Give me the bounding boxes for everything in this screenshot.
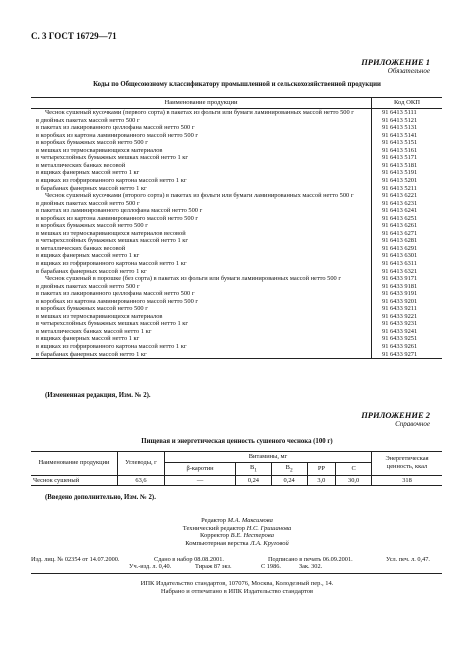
product-name-cell: в коробках из картона ламинированного массой нетто 500 г <box>31 132 372 140</box>
okp-code-cell: 91 6413 5141 <box>382 131 418 139</box>
product-name-cell: в барабанах фанерных массой нетто 1 кг <box>31 351 372 359</box>
header-beta-carotene: β-каротин <box>165 462 236 475</box>
product-name-cell: в ящиках из гофрированного картона массой нетто 1 кг <box>31 177 372 185</box>
table-row <box>31 222 442 230</box>
table-row <box>31 207 442 215</box>
okp-code-cell: 91 6433 9261 <box>382 342 418 350</box>
print-run: Тираж 87 экз. <box>195 563 232 571</box>
edition-sheets: Уч.-изд. л. 0,40. <box>129 563 172 571</box>
table-row <box>31 147 442 155</box>
cell-beta: — <box>165 475 236 486</box>
cell-pp: 3,0 <box>307 475 336 486</box>
okp-code-cell: 91 6413 6311 <box>382 259 417 267</box>
product-name-cell: в коробках из картона ламинированного массой нетто 500 г <box>31 215 372 223</box>
okp-code-cell: 91 6413 5121 <box>382 116 418 124</box>
nutrition-table <box>31 451 442 486</box>
divider <box>31 573 442 574</box>
okp-code-cell: 91 6433 9171 <box>382 275 418 283</box>
okp-code-cell: 91 6413 5201 <box>382 176 418 184</box>
product-name-cell: в ящиках фанерных массой нетто 1 кг <box>31 169 372 177</box>
okp-code-cell: 91 6433 9231 <box>382 320 418 328</box>
print-sheets: Усл. печ. л. 0,47. <box>386 556 430 563</box>
okp-code-cell: 91 6413 5171 <box>382 154 418 162</box>
okp-code-cell: 91 6413 6271 <box>382 229 418 237</box>
product-name-cell: в ящиках из гофрированного картона массой нетто 1 кг <box>31 260 372 268</box>
header-carbs: Углеводы, г <box>118 452 165 476</box>
product-name-cell: в мешках из термосваривающихся материалов весовой <box>31 230 372 238</box>
staff-line <box>0 525 474 533</box>
column-header-code: Код ОКП <box>372 98 443 109</box>
staff-name: В.Е. Нестерова <box>230 532 274 540</box>
publisher-printing: Набрано и отпечатано в ИПК Издательство стандартов <box>160 587 314 595</box>
product-name-cell: в металлических банках весовой <box>31 245 372 253</box>
table-row <box>31 283 442 291</box>
staff-line <box>0 532 474 540</box>
table-row <box>31 351 442 359</box>
appendix-2-title: ПРИЛОЖЕНИЕ 2 <box>361 410 430 420</box>
product-name-cell: в четырехслойных бумажных мешках массой нетто 1 кг <box>31 237 372 245</box>
edition-note-1: (Измененная редакция, Изм. № 2). <box>45 392 151 399</box>
license: Изд. лиц. № 02354 от 14.07.2000. <box>31 556 120 563</box>
cell-energy: 318 <box>372 475 443 486</box>
okp-code-cell: 91 6413 5191 <box>382 169 418 177</box>
okp-code-cell: 91 6433 9201 <box>382 297 418 305</box>
appendix-1-status: Обязательное <box>387 67 430 76</box>
staff-line <box>0 540 474 548</box>
okp-code-cell: 91 6433 9211 <box>382 305 417 313</box>
product-name-cell: Чеснок сушеный кусочками (первого сорта) в пакетах из фольги или бумаги ламинированных массой нетто 500 г <box>31 109 372 117</box>
table-1-title: Коды по Общесоюзному классификатору промышленной и сельскохозяйственной продукции <box>93 81 381 88</box>
appendix-2-label <box>361 410 430 429</box>
product-name-cell: в металлических банках весовой <box>31 162 372 170</box>
product-name-cell: в коробках бумажных массой нетто 500 г <box>31 139 372 147</box>
appendix-1-title: ПРИЛОЖЕНИЕ 1 <box>361 57 430 67</box>
okp-code-cell: 91 6413 6301 <box>382 252 418 260</box>
table-2-title: Пищевая и энергетическая ценность сушеного чеснока (100 г) <box>141 438 333 445</box>
product-name-cell: в ящиках фанерных массой нетто 1 кг <box>31 335 372 343</box>
okp-code-cell: 91 6433 9241 <box>382 327 418 335</box>
okp-code-cell: 91 6433 9221 <box>382 312 418 320</box>
table-row <box>31 139 442 147</box>
b2-letter: B <box>285 463 290 471</box>
okp-code-cell: 91 6433 9181 <box>382 282 418 290</box>
okp-code-cell: 91 6413 6221 <box>382 192 418 200</box>
staff-name: М.А. Максимова <box>227 517 273 524</box>
okp-code-cell: 91 6413 5211 <box>382 184 417 192</box>
okp-code-cell: 91 6413 6241 <box>382 207 418 215</box>
appendix-1-label <box>361 57 430 76</box>
table-row <box>31 320 442 328</box>
table-row <box>31 169 442 177</box>
product-name-cell: в мешках из термосваривающихся материалов <box>31 147 372 155</box>
table-row <box>31 328 442 336</box>
publisher-address: ИПК Издательство стандартов, 107076, Москва, Колодезный пер., 14. <box>140 580 334 587</box>
product-name-cell: в пакетах из лакированного целлофана массой нетто 500 г <box>31 124 372 132</box>
okp-code-cell: 91 6433 9191 <box>382 290 418 298</box>
table-row <box>31 475 442 486</box>
table-row <box>31 275 442 283</box>
okp-codes-table <box>31 97 442 359</box>
staff-credits <box>0 517 474 547</box>
header-product-name: Наименование продукции <box>31 452 118 476</box>
okp-code-cell: 91 6413 5131 <box>382 124 418 132</box>
b1-letter: B <box>249 463 255 471</box>
cell-c: 30,0 <box>336 475 372 486</box>
table-row <box>31 162 442 170</box>
product-name-cell: в коробках бумажных массой нетто 500 г <box>31 305 372 313</box>
table-row <box>31 177 442 185</box>
okp-code-cell: 91 6413 6251 <box>382 214 418 222</box>
cell-carbs: 63,6 <box>118 475 165 486</box>
table-row <box>31 132 442 140</box>
table-row <box>31 117 442 125</box>
product-name-cell: в металлических банках массой нетто 1 кг <box>31 328 372 336</box>
okp-code-cell: 91 6433 9271 <box>372 351 443 359</box>
b2-subscript: 2 <box>289 467 293 474</box>
table-row <box>31 268 442 276</box>
b1-subscript: 1 <box>254 467 257 474</box>
product-name-cell: в двойных пакетах массой нетто 500 г <box>31 200 372 208</box>
staff-name: Н.С. Гришанова <box>246 524 292 532</box>
okp-code-cell: 91 6413 5161 <box>382 146 418 154</box>
okp-code-cell: 91 6413 6231 <box>382 199 418 207</box>
okp-code-cell: 91 6413 5111 <box>382 109 417 117</box>
product-name-cell: в четырехслойных бумажных мешках массой нетто 1 кг <box>31 320 372 328</box>
table-row <box>31 343 442 351</box>
table-row <box>31 252 442 260</box>
product-name-cell: Чеснок сушеный в порошке (без сорта) в пакетах из фольги или бумаги ламинированных массой нетто 500 г <box>31 275 372 283</box>
product-name-cell: в мешках из термосваривающихся материалов <box>31 313 372 321</box>
okp-code-cell: 91 6413 5151 <box>382 139 418 147</box>
okp-code-cell: 91 6413 6321 <box>382 267 418 275</box>
product-name-cell: в пакетах из лакированного целлофана массой нетто 500 г <box>31 290 372 298</box>
product-name-cell: Чеснок сушеный кусочками (второго сорта) в пакетах из фольги или бумаги ламинированных массой нетто 500 г <box>31 192 372 200</box>
staff-role: Корректор <box>200 532 230 540</box>
table-row <box>31 245 442 253</box>
header-pp: PP <box>307 462 336 475</box>
edition-code: С 1986. <box>261 563 281 571</box>
header-c: C <box>336 462 372 475</box>
cell-b2: 0,24 <box>271 475 307 486</box>
header-b1 <box>236 462 272 475</box>
okp-code-cell: 91 6413 6291 <box>382 244 418 252</box>
table-row <box>31 192 442 200</box>
product-name-cell: в барабанах фанерных массой нетто 1 кг <box>31 268 372 276</box>
product-name-cell: в четырехслойных бумажных мешках массой нетто 1 кг <box>31 154 372 162</box>
table-row <box>31 230 442 238</box>
publisher-info <box>0 580 474 595</box>
print-date: Подписано в печать 06.09.2001. <box>268 556 353 563</box>
table-row <box>31 215 442 223</box>
order-number: Зак. 302. <box>299 563 323 571</box>
staff-name: Л.А. Круговой <box>250 539 289 547</box>
table-row <box>31 313 442 321</box>
header-energy: Энергетическая ценность, ккал <box>372 452 443 476</box>
okp-code-cell: 91 6413 5181 <box>382 161 418 169</box>
staff-role: Редактор <box>201 517 227 524</box>
product-name-cell: в ящиках из гофрированного картона массой нетто 1 кг <box>31 343 372 351</box>
okp-code-cell: 91 6413 6261 <box>382 222 418 230</box>
header-b2 <box>271 462 307 475</box>
table-row <box>31 335 442 343</box>
product-name-cell: в двойных пакетах массой нетто 500 г <box>31 117 372 125</box>
product-name-cell: в барабанах фанерных массой нетто 1 кг <box>31 185 372 193</box>
table-row <box>31 109 442 117</box>
table-row <box>31 185 442 193</box>
column-header-name: Наименование продукции <box>31 98 372 109</box>
table-row <box>31 305 442 313</box>
edition-note-2: (Введено дополнительно, Изм. № 2). <box>45 494 156 501</box>
product-name-cell: в коробках из картона ламинированного массой нетто 500 г <box>31 298 372 306</box>
cell-product: Чеснок сушеный <box>31 475 118 486</box>
staff-role: Компьютерная верстка <box>185 539 249 547</box>
product-name-cell: в коробках бумажных массой нетто 500 г <box>31 222 372 230</box>
table-row <box>31 260 442 268</box>
product-name-cell: в ящиках фанерных массой нетто 1 кг <box>31 252 372 260</box>
okp-code-cell: 91 6413 6281 <box>382 237 418 245</box>
table-row <box>31 124 442 132</box>
table-row <box>31 298 442 306</box>
typeset-date: Сдано в набор 08.08.2001. <box>154 556 224 563</box>
table-row <box>31 290 442 298</box>
publication-info <box>31 556 442 571</box>
product-name-cell: в двойных пакетах массой нетто 500 г <box>31 283 372 291</box>
table-row <box>31 154 442 162</box>
appendix-2-status: Справочное <box>395 420 430 429</box>
table-row <box>31 200 442 208</box>
okp-code-cell: 91 6433 9251 <box>382 335 418 343</box>
table-row <box>31 237 442 245</box>
cell-b1: 0,24 <box>236 475 272 486</box>
page-header: С. 3 ГОСТ 16729—71 <box>31 31 117 41</box>
staff-line <box>0 517 474 525</box>
product-name-cell: в пакетах из ламинированного целлофана массой нетто 500 г <box>31 207 372 215</box>
staff-role: Технический редактор <box>182 524 246 532</box>
header-vitamins: Витамины, мг <box>165 452 372 463</box>
